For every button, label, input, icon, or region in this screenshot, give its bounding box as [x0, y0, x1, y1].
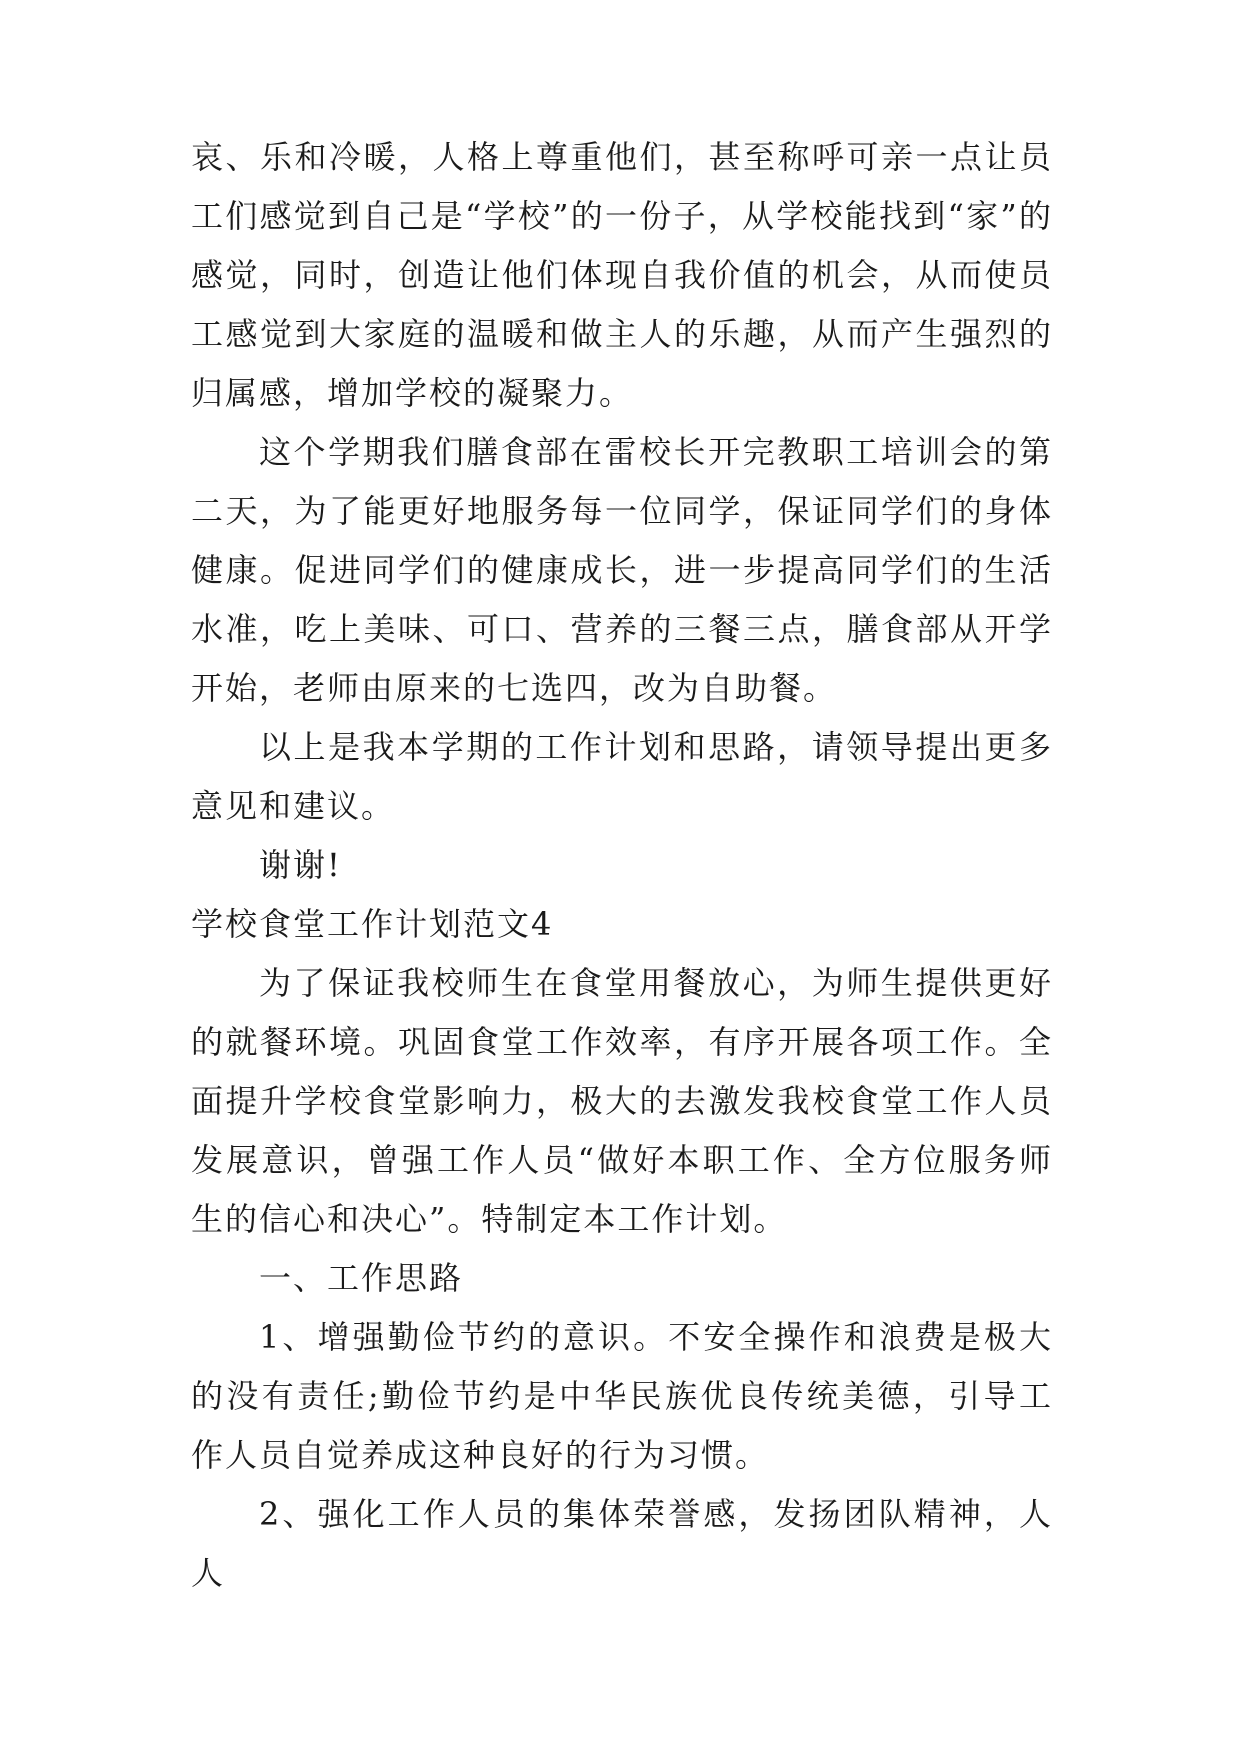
- paragraph: 哀、乐和冷暖，人格上尊重他们，甚至称呼可亲一点让员工们感觉到自己是“学校”的一份子，从学校能找到“家”的感觉，同时，创造让他们体现自我价值的机会，从而使员工感觉到大家庭的温暖和做主人的乐趣，从而产生强烈的归属感，增加学校的凝聚力。: [191, 138, 1053, 412]
- document-body: [191, 128, 1053, 1603]
- paragraph: 一、工作思路: [259, 1259, 464, 1297]
- section-heading: 学校食堂工作计划范文4: [191, 905, 554, 943]
- paragraph: 为了保证我校师生在食堂用餐放心，为师生提供更好的就餐环境。巩固食堂工作效率，有序开展各项工作。全面提升学校食堂影响力，极大的去激发我校食堂工作人员发展意识，曾强工作人员“做好本职工作、全方位服务师生的信心和决心”。特制定本工作计划。: [191, 964, 1053, 1238]
- paragraph: 1、增强勤俭节约的意识。不安全操作和浪费是极大的没有责任;勤俭节约是中华民族优良传统美德，引导工作人员自觉养成这种良好的行为习惯。: [191, 1318, 1053, 1474]
- paragraph: 这个学期我们膳食部在雷校长开完教职工培训会的第二天，为了能更好地服务每一位同学，保证同学们的身体健康。促进同学们的健康成长，进一步提高同学们的生活水准，吃上美味、可口、营养的三餐三点，膳食部从开学开始，老师由原来的七选四，改为自助餐。: [191, 433, 1053, 707]
- paragraph: 谢谢!: [259, 846, 342, 884]
- paragraph: 2、强化工作人员的集体荣誉感，发扬团队精神，人人: [191, 1495, 1053, 1592]
- paragraph: 以上是我本学期的工作计划和思路，请领导提出更多意见和建议。: [191, 728, 1053, 825]
